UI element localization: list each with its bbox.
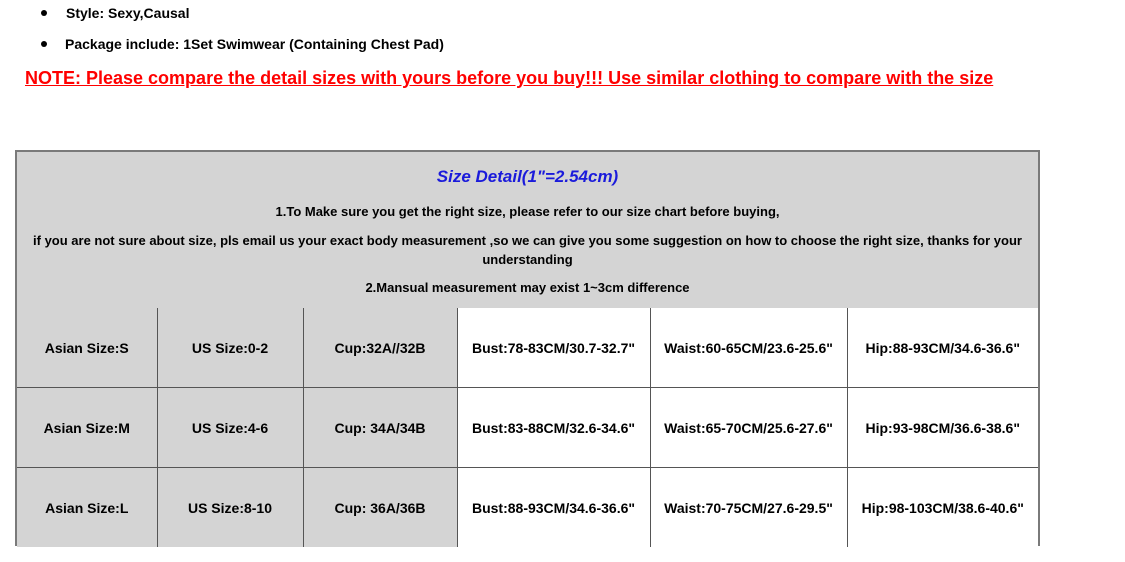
bust-cell: Bust:88-93CM/34.6-36.6" xyxy=(457,468,650,548)
waist-cell: Waist:60-65CM/23.6-25.6" xyxy=(650,308,847,388)
asian-size-cell: Asian Size:M xyxy=(17,388,157,468)
cup-cell: Cup:32A//32B xyxy=(303,308,457,388)
us-size-cell: US Size:8-10 xyxy=(157,468,303,548)
cup-cell: Cup: 36A/36B xyxy=(303,468,457,548)
asian-size-cell: Asian Size:L xyxy=(17,468,157,548)
table-row xyxy=(17,388,1038,468)
table-row xyxy=(17,308,1038,388)
size-detail-title: Size Detail(1"=2.54cm) xyxy=(436,167,619,186)
bust-cell: Bust:83-88CM/32.6-34.6" xyxy=(457,388,650,468)
asian-size-cell: Asian Size:S xyxy=(17,308,157,388)
table-row xyxy=(17,468,1038,548)
list-item xyxy=(0,31,800,57)
waist-cell: Waist:65-70CM/25.6-27.6" xyxy=(650,388,847,468)
size-instruction-3: 2.Mansual measurement may exist 1~3cm difference xyxy=(365,280,690,295)
bullet-icon xyxy=(41,10,47,16)
cup-cell: Cup: 34A/34B xyxy=(303,388,457,468)
us-size-cell: US Size:0-2 xyxy=(157,308,303,388)
bullet-icon xyxy=(41,41,47,47)
size-detail-header xyxy=(17,152,1038,309)
size-chart xyxy=(15,150,1040,546)
size-table xyxy=(17,308,1038,547)
waist-cell: Waist:70-75CM/27.6-29.5" xyxy=(650,468,847,548)
size-instruction-2: if you are not sure about size, pls email us your exact body measurement ,so we can give you some suggestion on how to choose the right size, thanks for your understanding xyxy=(33,233,1022,267)
note-text: NOTE: Please compare the detail sizes with yours before you buy!!! Use similar clothing to compare with the size xyxy=(25,68,994,88)
hip-cell: Hip:93-98CM/36.6-38.6" xyxy=(847,388,1038,468)
hip-cell: Hip:98-103CM/38.6-40.6" xyxy=(847,468,1038,548)
package-text: Package include: 1Set Swimwear (Containing Chest Pad) xyxy=(65,36,444,52)
size-instruction-1: 1.To Make sure you get the right size, please refer to our size chart before buying, xyxy=(275,204,780,219)
hip-cell: Hip:88-93CM/34.6-36.6" xyxy=(847,308,1038,388)
bust-cell: Bust:78-83CM/30.7-32.7" xyxy=(457,308,650,388)
list-item xyxy=(0,0,800,26)
us-size-cell: US Size:4-6 xyxy=(157,388,303,468)
style-text: Style: Sexy,Causal xyxy=(66,5,190,21)
